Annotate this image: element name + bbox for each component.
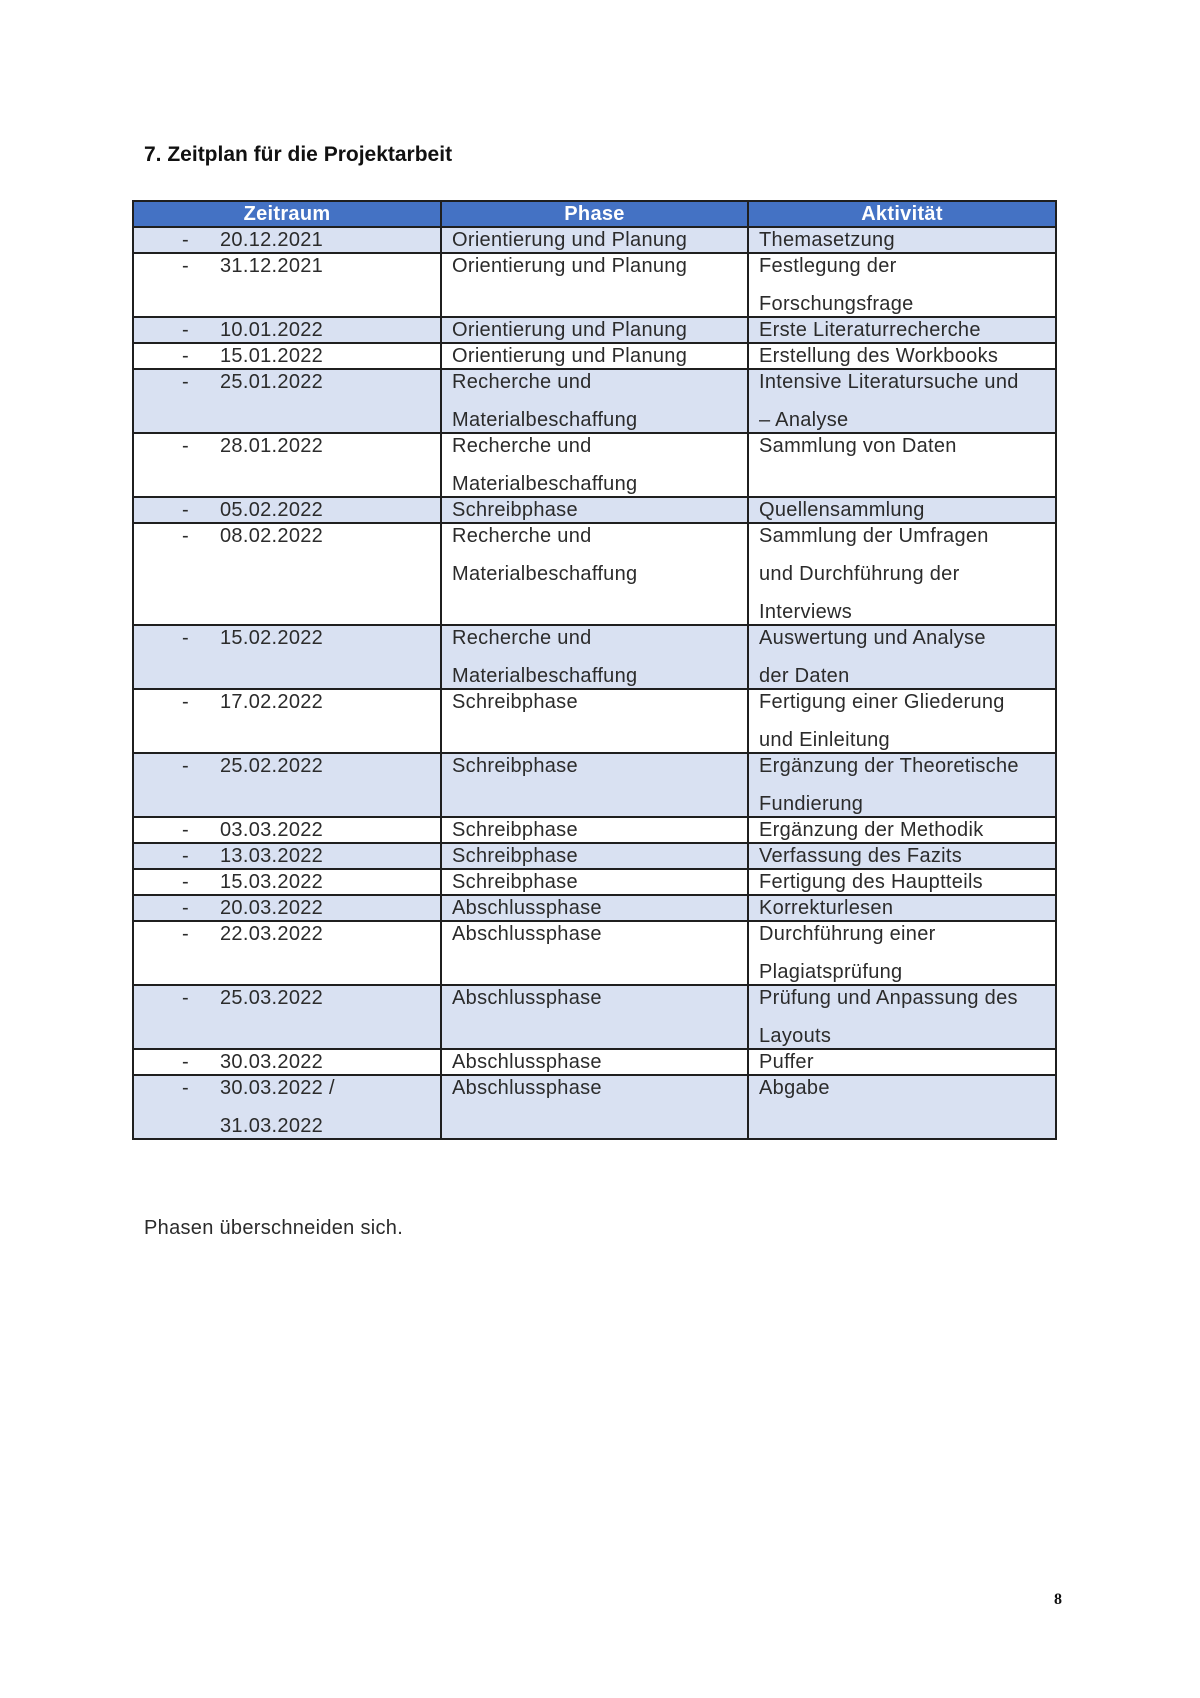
cell-activity bbox=[748, 1075, 1056, 1139]
period-text: 31.03.2022 bbox=[220, 1115, 324, 1137]
cell-activity bbox=[748, 817, 1056, 843]
table-row bbox=[133, 985, 1056, 1049]
cell-phase bbox=[441, 625, 748, 689]
table-row bbox=[133, 921, 1056, 985]
cell-activity bbox=[748, 369, 1056, 433]
table-header-row bbox=[133, 201, 1056, 227]
cell-activity bbox=[748, 317, 1056, 343]
cell-activity bbox=[748, 921, 1056, 985]
table-row bbox=[133, 689, 1056, 753]
cell-phase bbox=[441, 523, 748, 625]
phase-text: Abschlussphase bbox=[452, 923, 602, 945]
activity-text: Interviews bbox=[759, 601, 853, 623]
cell-phase bbox=[441, 921, 748, 985]
table-row bbox=[133, 369, 1056, 433]
phase-text: Recherche und bbox=[452, 435, 592, 457]
list-dash: - bbox=[182, 435, 189, 457]
table-row bbox=[133, 843, 1056, 869]
table-row bbox=[133, 433, 1056, 497]
activity-text: Plagiatsprüfung bbox=[759, 961, 903, 983]
cell-period bbox=[133, 753, 441, 817]
phase-text: Orientierung und Planung bbox=[452, 255, 688, 277]
activity-text: Sammlung der Umfragen bbox=[759, 525, 989, 547]
period-text: 03.03.2022 bbox=[220, 819, 324, 841]
footnote: Phasen überschneiden sich. bbox=[144, 1217, 404, 1239]
period-text: 17.02.2022 bbox=[220, 691, 324, 713]
cell-period bbox=[133, 817, 441, 843]
phase-text: Schreibphase bbox=[452, 819, 578, 841]
activity-text: Layouts bbox=[759, 1025, 832, 1047]
cell-phase bbox=[441, 497, 748, 523]
table-row bbox=[133, 753, 1056, 817]
phase-text: Schreibphase bbox=[452, 871, 578, 893]
cell-phase bbox=[441, 985, 748, 1049]
table-body bbox=[133, 227, 1056, 1139]
cell-phase bbox=[441, 869, 748, 895]
period-text: 25.01.2022 bbox=[220, 371, 324, 393]
cell-activity bbox=[748, 497, 1056, 523]
phase-text: Materialbeschaffung bbox=[452, 409, 638, 431]
cell-activity bbox=[748, 843, 1056, 869]
cell-activity bbox=[748, 895, 1056, 921]
period-text: 31.12.2021 bbox=[220, 255, 324, 277]
activity-text: Fundierung bbox=[759, 793, 864, 815]
table-row bbox=[133, 1075, 1056, 1139]
cell-period bbox=[133, 689, 441, 753]
cell-period bbox=[133, 921, 441, 985]
list-dash: - bbox=[182, 1077, 189, 1099]
cell-period bbox=[133, 843, 441, 869]
list-dash: - bbox=[182, 1051, 189, 1073]
cell-phase bbox=[441, 1049, 748, 1075]
phase-text: Materialbeschaffung bbox=[452, 563, 638, 585]
cell-activity bbox=[748, 689, 1056, 753]
cell-phase bbox=[441, 343, 748, 369]
cell-period bbox=[133, 369, 441, 433]
period-text: 05.02.2022 bbox=[220, 499, 324, 521]
table-row bbox=[133, 895, 1056, 921]
table-row bbox=[133, 343, 1056, 369]
list-dash: - bbox=[182, 691, 189, 713]
table-row bbox=[133, 523, 1056, 625]
phase-text: Abschlussphase bbox=[452, 897, 602, 919]
cell-period bbox=[133, 227, 441, 253]
list-dash: - bbox=[182, 987, 189, 1009]
cell-phase bbox=[441, 227, 748, 253]
cell-period bbox=[133, 497, 441, 523]
period-text: 13.03.2022 bbox=[220, 845, 324, 867]
list-dash: - bbox=[182, 845, 189, 867]
activity-text: Forschungsfrage bbox=[759, 293, 914, 315]
cell-phase bbox=[441, 895, 748, 921]
period-text: 25.02.2022 bbox=[220, 755, 324, 777]
period-text: 30.03.2022 bbox=[220, 1051, 324, 1073]
cell-activity bbox=[748, 753, 1056, 817]
cell-period bbox=[133, 253, 441, 317]
list-dash: - bbox=[182, 255, 189, 277]
period-text: 30.03.2022 / bbox=[220, 1077, 335, 1099]
cell-activity bbox=[748, 523, 1056, 625]
activity-text: der Daten bbox=[759, 665, 850, 687]
activity-text: Sammlung von Daten bbox=[759, 435, 957, 457]
cell-activity bbox=[748, 985, 1056, 1049]
activity-text: Korrekturlesen bbox=[759, 897, 894, 919]
list-dash: - bbox=[182, 229, 189, 251]
cell-phase bbox=[441, 369, 748, 433]
phase-text: Materialbeschaffung bbox=[452, 665, 638, 687]
cell-phase bbox=[441, 817, 748, 843]
activity-text: Fertigung einer Gliederung bbox=[759, 691, 1005, 713]
period-text: 25.03.2022 bbox=[220, 987, 324, 1009]
phase-text: Materialbeschaffung bbox=[452, 473, 638, 495]
list-dash: - bbox=[182, 345, 189, 367]
cell-phase bbox=[441, 843, 748, 869]
column-header-period: Zeitraum bbox=[133, 201, 441, 227]
section-heading: 7. Zeitplan für die Projektarbeit bbox=[144, 143, 453, 166]
cell-activity bbox=[748, 625, 1056, 689]
phase-text: Orientierung und Planung bbox=[452, 319, 688, 341]
activity-text: Ergänzung der Methodik bbox=[759, 819, 984, 841]
cell-period bbox=[133, 625, 441, 689]
activity-text: Intensive Literatursuche und bbox=[759, 371, 1019, 393]
cell-phase bbox=[441, 317, 748, 343]
activity-text: und Einleitung bbox=[759, 729, 890, 751]
activity-text: – Analyse bbox=[759, 409, 849, 431]
cell-activity bbox=[748, 227, 1056, 253]
cell-period bbox=[133, 1075, 441, 1139]
list-dash: - bbox=[182, 871, 189, 893]
list-dash: - bbox=[182, 897, 189, 919]
cell-activity bbox=[748, 433, 1056, 497]
column-header-activity: Aktivität bbox=[748, 201, 1056, 227]
period-text: 08.02.2022 bbox=[220, 525, 324, 547]
phase-text: Schreibphase bbox=[452, 755, 578, 777]
activity-text: Auswertung und Analyse bbox=[759, 627, 986, 649]
period-text: 15.01.2022 bbox=[220, 345, 324, 367]
phase-text: Abschlussphase bbox=[452, 987, 602, 1009]
list-dash: - bbox=[182, 499, 189, 521]
list-dash: - bbox=[182, 755, 189, 777]
table-row bbox=[133, 1049, 1056, 1075]
cell-period bbox=[133, 895, 441, 921]
period-text: 22.03.2022 bbox=[220, 923, 324, 945]
table-row bbox=[133, 817, 1056, 843]
list-dash: - bbox=[182, 319, 189, 341]
list-dash: - bbox=[182, 627, 189, 649]
cell-activity bbox=[748, 1049, 1056, 1075]
column-header-phase: Phase bbox=[441, 201, 748, 227]
phase-text: Orientierung und Planung bbox=[452, 229, 688, 251]
cell-activity bbox=[748, 253, 1056, 317]
page-number: 8 bbox=[1054, 1591, 1062, 1608]
cell-period bbox=[133, 985, 441, 1049]
phase-text: Abschlussphase bbox=[452, 1051, 602, 1073]
phase-text: Recherche und bbox=[452, 627, 592, 649]
period-text: 20.12.2021 bbox=[220, 229, 324, 251]
period-text: 15.03.2022 bbox=[220, 871, 324, 893]
period-text: 20.03.2022 bbox=[220, 897, 324, 919]
table-row bbox=[133, 625, 1056, 689]
activity-text: und Durchführung der bbox=[759, 563, 960, 585]
list-dash: - bbox=[182, 923, 189, 945]
table-row bbox=[133, 497, 1056, 523]
activity-text: Fertigung des Hauptteils bbox=[759, 871, 983, 893]
activity-text: Quellensammlung bbox=[759, 499, 925, 521]
activity-text: Festlegung der bbox=[759, 255, 897, 277]
phase-text: Schreibphase bbox=[452, 691, 578, 713]
phase-text: Orientierung und Planung bbox=[452, 345, 688, 367]
cell-activity bbox=[748, 343, 1056, 369]
period-text: 28.01.2022 bbox=[220, 435, 324, 457]
phase-text: Schreibphase bbox=[452, 845, 578, 867]
activity-text: Erste Literaturrecherche bbox=[759, 319, 981, 341]
cell-period bbox=[133, 343, 441, 369]
table-row bbox=[133, 227, 1056, 253]
schedule-table bbox=[132, 200, 1057, 1140]
table-row bbox=[133, 253, 1056, 317]
cell-activity bbox=[748, 869, 1056, 895]
cell-period bbox=[133, 1049, 441, 1075]
activity-text: Erstellung des Workbooks bbox=[759, 345, 999, 367]
phase-text: Recherche und bbox=[452, 371, 592, 393]
cell-phase bbox=[441, 689, 748, 753]
cell-period bbox=[133, 523, 441, 625]
cell-period bbox=[133, 433, 441, 497]
activity-text: Durchführung einer bbox=[759, 923, 936, 945]
activity-text: Abgabe bbox=[759, 1077, 830, 1099]
cell-phase bbox=[441, 1075, 748, 1139]
activity-text: Verfassung des Fazits bbox=[759, 845, 963, 867]
phase-text: Recherche und bbox=[452, 525, 592, 547]
period-text: 15.02.2022 bbox=[220, 627, 324, 649]
list-dash: - bbox=[182, 525, 189, 547]
cell-phase bbox=[441, 753, 748, 817]
list-dash: - bbox=[182, 371, 189, 393]
cell-phase bbox=[441, 433, 748, 497]
activity-text: Prüfung und Anpassung des bbox=[759, 987, 1018, 1009]
cell-period bbox=[133, 869, 441, 895]
phase-text: Schreibphase bbox=[452, 499, 578, 521]
activity-text: Ergänzung der Theoretische bbox=[759, 755, 1019, 777]
period-text: 10.01.2022 bbox=[220, 319, 324, 341]
activity-text: Puffer bbox=[759, 1051, 814, 1073]
table-row bbox=[133, 869, 1056, 895]
cell-phase bbox=[441, 253, 748, 317]
list-dash: - bbox=[182, 819, 189, 841]
activity-text: Themasetzung bbox=[759, 229, 895, 251]
cell-period bbox=[133, 317, 441, 343]
phase-text: Abschlussphase bbox=[452, 1077, 602, 1099]
table-row bbox=[133, 317, 1056, 343]
